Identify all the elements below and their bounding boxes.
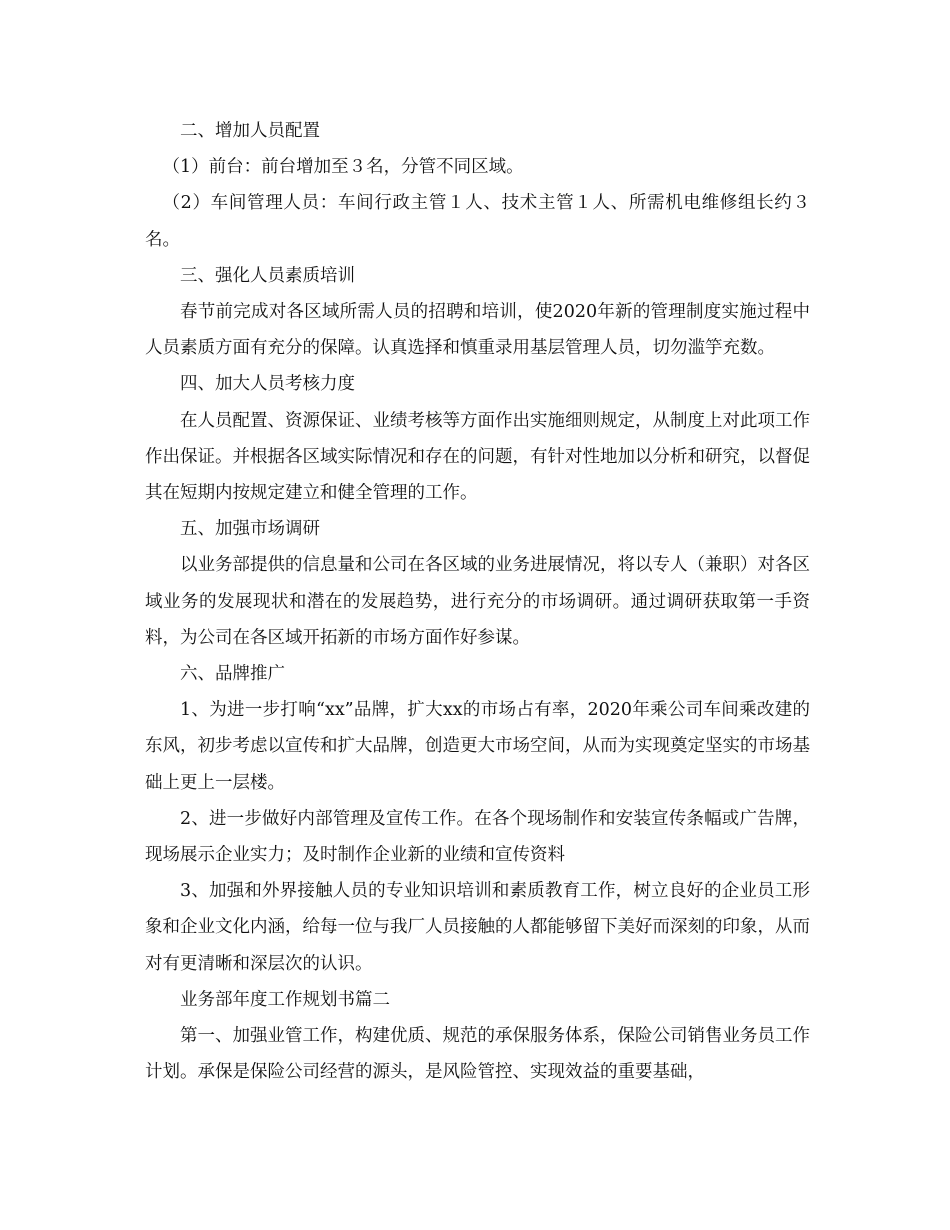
paragraph-training: 春节前完成对各区域所需人员的招聘和培训，使2020年新的管理制度实施过程中人员素质方面有充分的保障。认真选择和慎重录用基层管理人员，切勿滥竽充数。 bbox=[145, 302, 810, 359]
document-page bbox=[145, 113, 810, 1090]
section-heading-market-research: 五、加强市场调研 bbox=[180, 519, 320, 540]
list-item-front-desk: （1）前台：前台增加至３名，分管不同区域。 bbox=[162, 157, 524, 178]
list-item-workshop-managers: （2）车间管理人员：车间行政主管１人、技术主管１人、所需机电维修组长约３名。 bbox=[145, 193, 810, 250]
section-heading-assessment: 四、加大人员考核力度 bbox=[180, 374, 355, 395]
paragraph-underwriting: 第一、加强业管工作，构建优质、规范的承保服务体系，保险公司销售业务员工作计划。承保是保险公司经营的源头，是风险管控、实现效益的重要基础， bbox=[145, 1026, 810, 1083]
chapter-heading-part-two: 业务部年度工作规划书篇二 bbox=[180, 989, 390, 1010]
section-heading-brand-promotion: 六、品牌推广 bbox=[180, 664, 285, 685]
paragraph-assessment: 在人员配置、资源保证、业绩考核等方面作出实施细则规定，从制度上对此项工作作出保证。并根据各区域实际情况和存在的问题，有针对性地加以分析和研究，以督促其在短期内按规定建立和健全管理的工作。 bbox=[145, 410, 810, 504]
section-heading-staffing: 二、增加人员配置 bbox=[180, 121, 320, 141]
paragraph-brand-item-3: 3、加强和外界接触人员的专业知识培训和素质教育工作，树立良好的企业员工形象和企业文化内涵，给每一位与我厂人员接触的人都能够留下美好而深刻的印象，从而对有更清晰和深层次的认识。 bbox=[145, 881, 810, 974]
paragraph-brand-item-2: 2、进一步做好内部管理及宣传工作。在各个现场制作和安装宣传条幅或广告牌，现场展示企业实力；及时制作企业新的业绩和宣传资料 bbox=[145, 808, 810, 866]
paragraph-market-research: 以业务部提供的信息量和公司在各区域的业务进展情况，将以专人（兼职）对各区域业务的发展现状和潜在的发展趋势，进行充分的市场调研。通过调研获取第一手资料，为公司在各区域开拓新的市场方面作好参谋。 bbox=[145, 555, 810, 648]
section-heading-training: 三、强化人员素质培训 bbox=[180, 265, 355, 286]
paragraph-brand-item-1: 1、为进一步打响“xx”品牌，扩大xx的市场占有率，2020年乘公司车间乘改建的东风，初步考虑以宣传和扩大品牌，创造更大市场空间，从而为实现奠定坚实的市场基础上更上一层楼。 bbox=[145, 700, 810, 793]
